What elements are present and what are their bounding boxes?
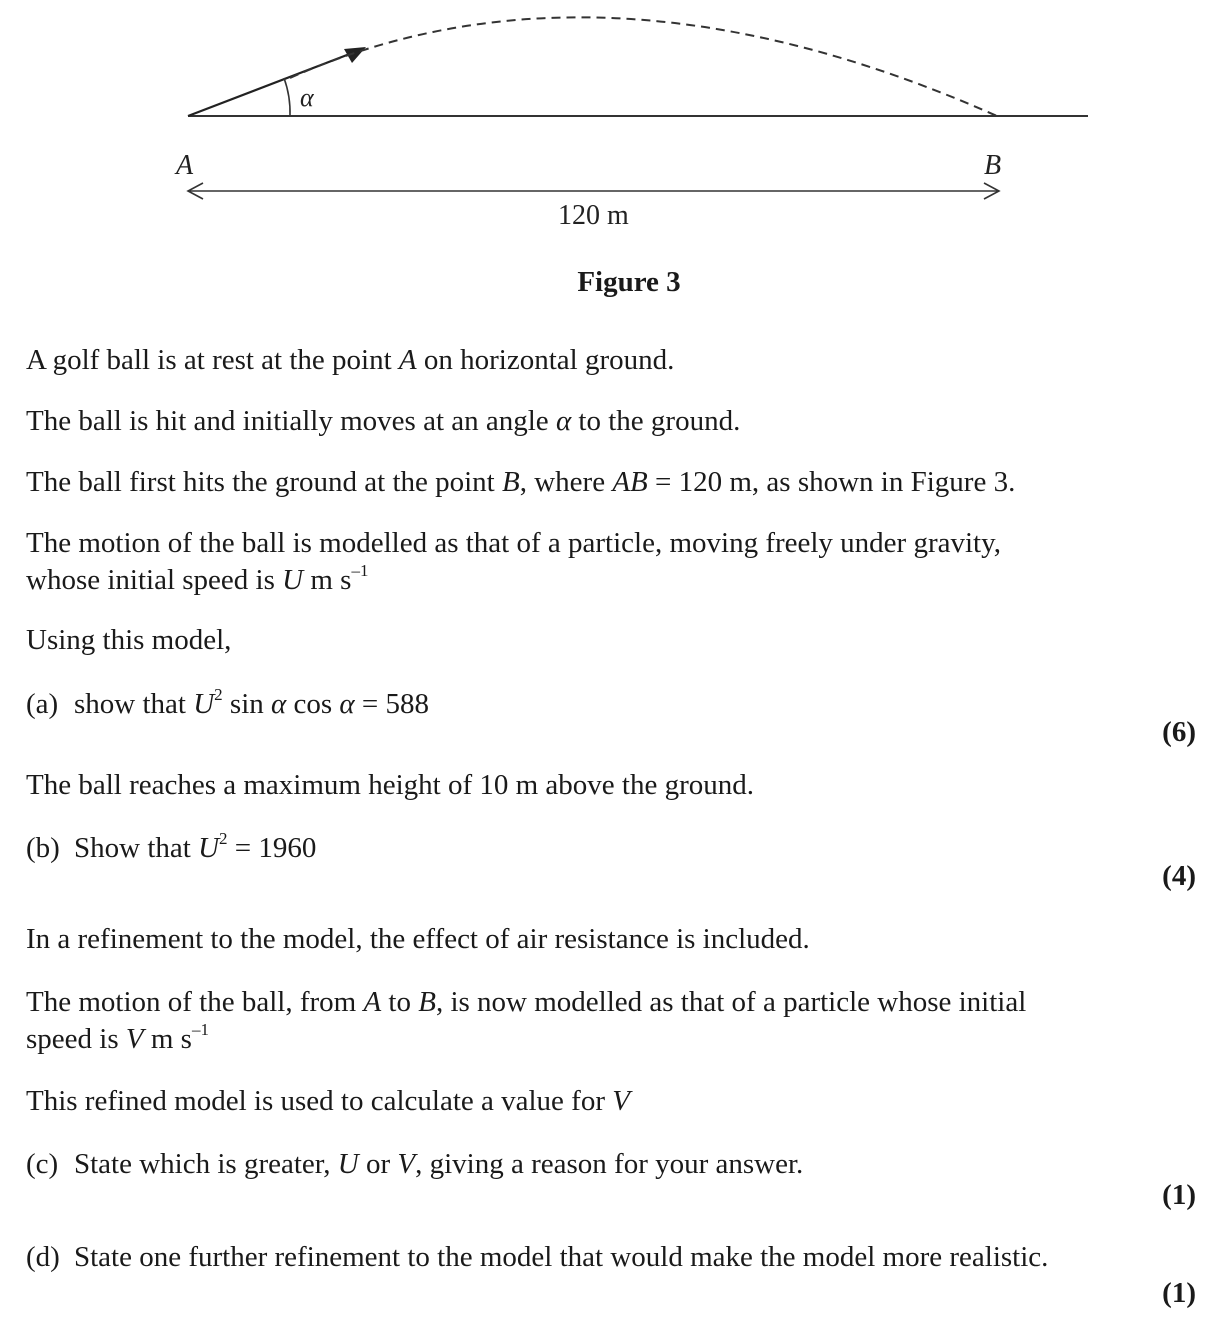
paragraph-2 xyxy=(26,403,740,440)
trajectory-path xyxy=(290,17,997,116)
question-label: (d) xyxy=(26,1241,60,1273)
text-line xyxy=(26,1021,1026,1058)
exponent: 2 xyxy=(214,685,223,704)
var-u: U xyxy=(282,564,304,596)
text: Show that xyxy=(74,832,199,864)
paragraph-1 xyxy=(26,342,674,379)
text: , is now modelled as that of a particle whose initial xyxy=(435,986,1027,1018)
exponent: –1 xyxy=(191,1020,209,1039)
var-u: U xyxy=(198,832,220,864)
text-line xyxy=(26,984,1026,1021)
marks-d: (1) xyxy=(1162,1277,1196,1309)
var-v: V xyxy=(612,1085,630,1117)
question-a xyxy=(26,686,429,723)
point-a-label: A xyxy=(176,150,194,181)
question-label: (c) xyxy=(26,1148,59,1180)
var-b: B xyxy=(502,466,520,498)
var-alpha: α xyxy=(271,688,287,720)
text: cos xyxy=(286,688,340,720)
var-b: B xyxy=(418,986,436,1018)
text-line: The motion of the ball is modelled as that of a particle, moving freely under gravity, xyxy=(26,527,1001,559)
text: A golf ball is at rest at the point xyxy=(26,344,399,376)
paragraph-3 xyxy=(26,464,1015,501)
paragraph-7: In a refinement to the model, the effect of air resistance is included. xyxy=(26,923,810,955)
unit: m s xyxy=(143,1023,192,1055)
text: to xyxy=(381,986,419,1018)
paragraph-4 xyxy=(26,525,1001,599)
paragraph-9 xyxy=(26,1083,630,1120)
point-b-label: B xyxy=(984,150,1002,181)
text: show that xyxy=(74,688,194,720)
text: whose initial speed is xyxy=(26,564,283,596)
text: State one further refinement to the model that would make the model more realistic. xyxy=(74,1241,1049,1273)
exponent: –1 xyxy=(351,561,369,580)
text: or xyxy=(358,1148,398,1180)
marks-b: (4) xyxy=(1162,860,1196,892)
marks-c: (1) xyxy=(1162,1179,1196,1211)
text: , giving a reason for your answer. xyxy=(415,1148,804,1180)
question-d xyxy=(26,1239,1048,1276)
unit: m s xyxy=(303,564,352,596)
distance-label: 120 m xyxy=(558,200,629,231)
var-v: V xyxy=(125,1023,144,1055)
text: speed is xyxy=(26,1023,126,1055)
text: = 120 m, as shown in Figure 3. xyxy=(647,466,1016,498)
paragraph-8 xyxy=(26,984,1026,1058)
figure-caption: Figure 3 xyxy=(577,266,681,298)
question-label: (b) xyxy=(26,832,60,864)
var-alpha: α xyxy=(555,405,572,437)
paragraph-5: Using this model, xyxy=(26,624,232,656)
var-u: U xyxy=(193,688,215,720)
text: This refined model is used to calculate a value for xyxy=(26,1085,613,1117)
text: , where xyxy=(519,466,613,498)
text: The motion of the ball, from xyxy=(26,986,364,1018)
text: The ball first hits the ground at the point xyxy=(26,466,502,498)
var-v: V xyxy=(397,1148,416,1180)
text-line xyxy=(26,562,1001,599)
text: on horizontal ground. xyxy=(416,344,675,376)
var-a: A xyxy=(398,344,417,376)
exponent: 2 xyxy=(219,829,228,848)
text: = 1960 xyxy=(227,832,317,864)
var-alpha: α xyxy=(339,688,355,720)
text: sin xyxy=(222,688,272,720)
var-ab: AB xyxy=(612,466,648,498)
marks-a: (6) xyxy=(1162,716,1196,748)
var-a: A xyxy=(363,986,382,1018)
text: The ball is hit and initially moves at an angle xyxy=(26,405,556,437)
angle-label: α xyxy=(300,83,314,112)
paragraph-6: The ball reaches a maximum height of 10 m above the ground. xyxy=(26,769,755,801)
text: = 588 xyxy=(354,688,430,720)
question-b xyxy=(26,830,316,867)
question-label: (a) xyxy=(26,688,59,720)
var-u: U xyxy=(337,1148,359,1180)
text: State which is greater, xyxy=(74,1148,338,1180)
question-c xyxy=(26,1146,803,1183)
projectile-diagram xyxy=(0,0,1228,240)
text: to the ground. xyxy=(571,405,741,437)
angle-arc xyxy=(284,78,290,116)
